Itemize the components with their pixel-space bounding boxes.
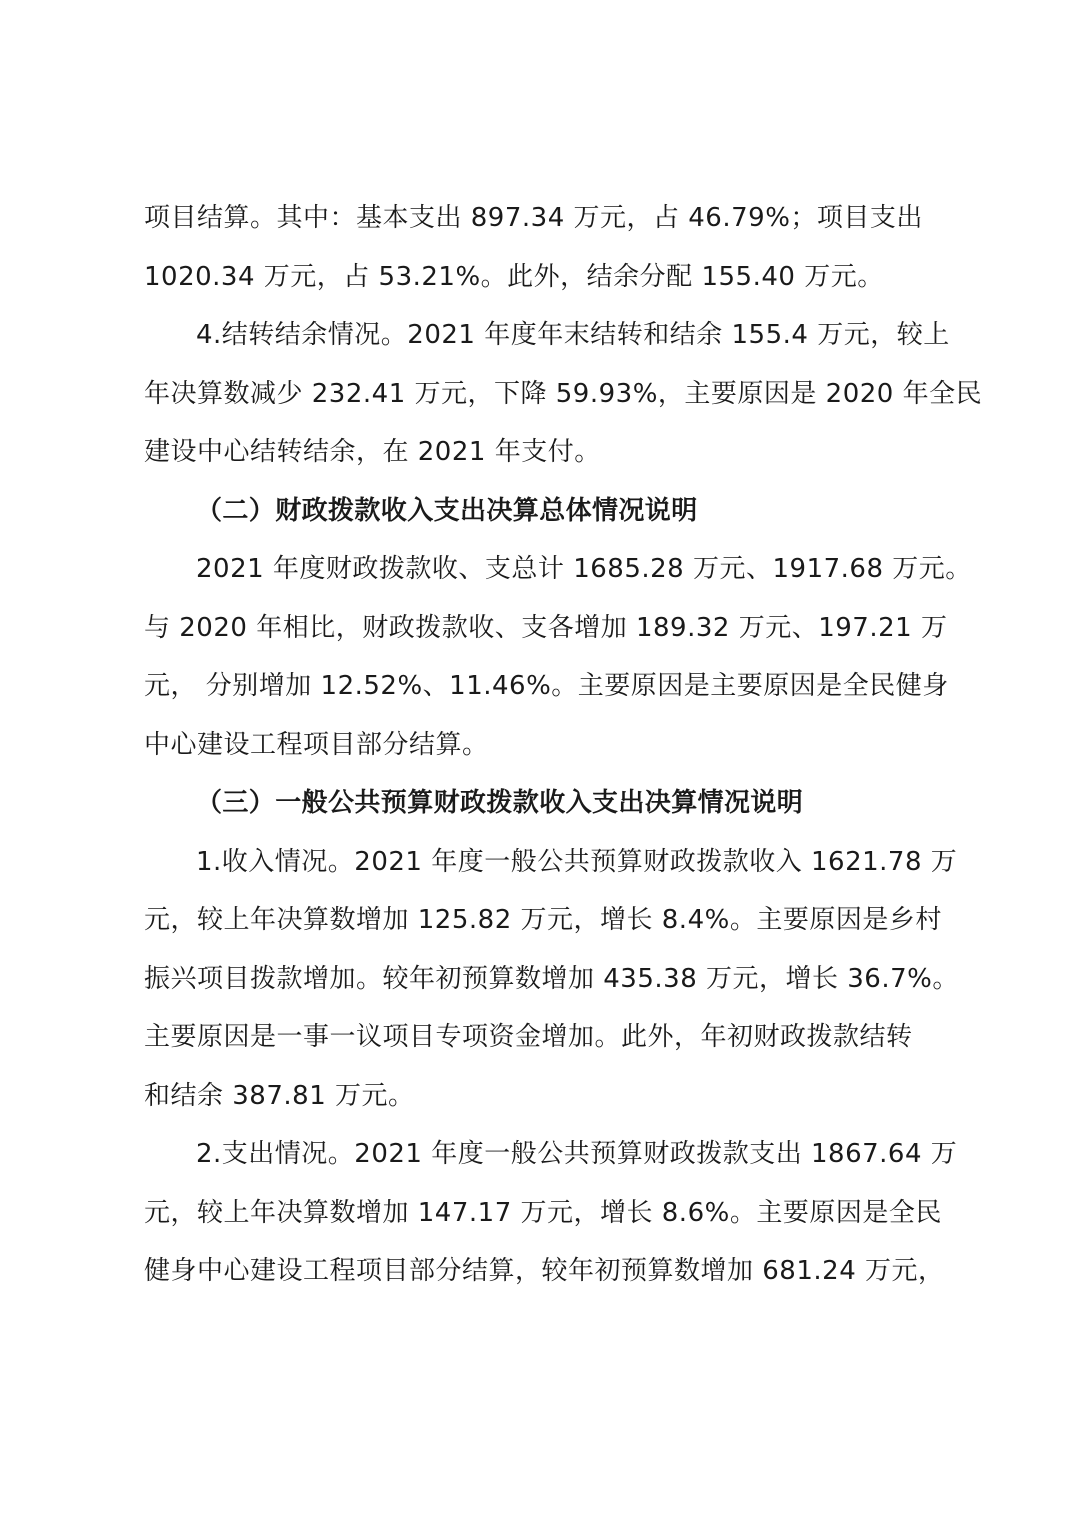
text-line: 项目结算。其中：基本支出 897.34 万元，占 46.79%；项目支出 (144, 203, 923, 233)
text-line: 健身中心建设工程项目部分结算，较年初预算数增加 681.24 万元， (144, 1256, 945, 1286)
text-line: 元，较上年决算数增加 147.17 万元，增长 8.6%。主要原因是全民 (144, 1197, 942, 1228)
text-line: 元， 分别增加 12.52%、11.46%。主要原因是主要原因是全民健身 (144, 671, 949, 701)
text-line: 2021 年度财政拨款收、支总计 1685.28 万元、1917.68 万元。 (196, 554, 972, 584)
text-line: 1020.34 万元，占 53.21%。此外，结余分配 155.40 万元。 (144, 261, 884, 292)
text-line: 主要原因是一事一议项目专项资金增加。此外，年初财政拨款结转 (144, 1022, 913, 1052)
text-line: 与 2020 年相比，财政拨款收、支各增加 189.32 万元、197.21 万 (144, 612, 948, 643)
text-line: 2.支出情况。2021 年度一般公共预算财政拨款支出 1867.64 万 (196, 1139, 958, 1169)
text-line: 1.收入情况。2021 年度一般公共预算财政拨款收入 1621.78 万 (196, 846, 958, 877)
text-line: 元，较上年决算数增加 125.82 万元，增长 8.4%。主要原因是乡村 (144, 905, 942, 935)
text-line: 振兴项目拨款增加。较年初预算数增加 435.38 万元，增长 36.7%。 (144, 963, 959, 994)
text-line: 和结余 387.81 万元。 (144, 1080, 415, 1111)
section-heading: （三）一般公共预算财政拨款收入支出决算情况说明 (196, 788, 804, 818)
text-line: 4.结转结余情况。2021 年度年末结转和结余 155.4 万元，较上 (196, 320, 950, 350)
text-line: 建设中心结转结余，在 2021 年支付。 (144, 437, 601, 467)
text-line: 年决算数减少 232.41 万元，下降 59.93%，主要原因是 2020 年全民 (144, 378, 983, 409)
document-body (144, 189, 983, 1301)
section-heading: （二）财政拨款收入支出决算总体情况说明 (196, 495, 698, 526)
text-line: 中心建设工程项目部分结算。 (144, 729, 489, 760)
